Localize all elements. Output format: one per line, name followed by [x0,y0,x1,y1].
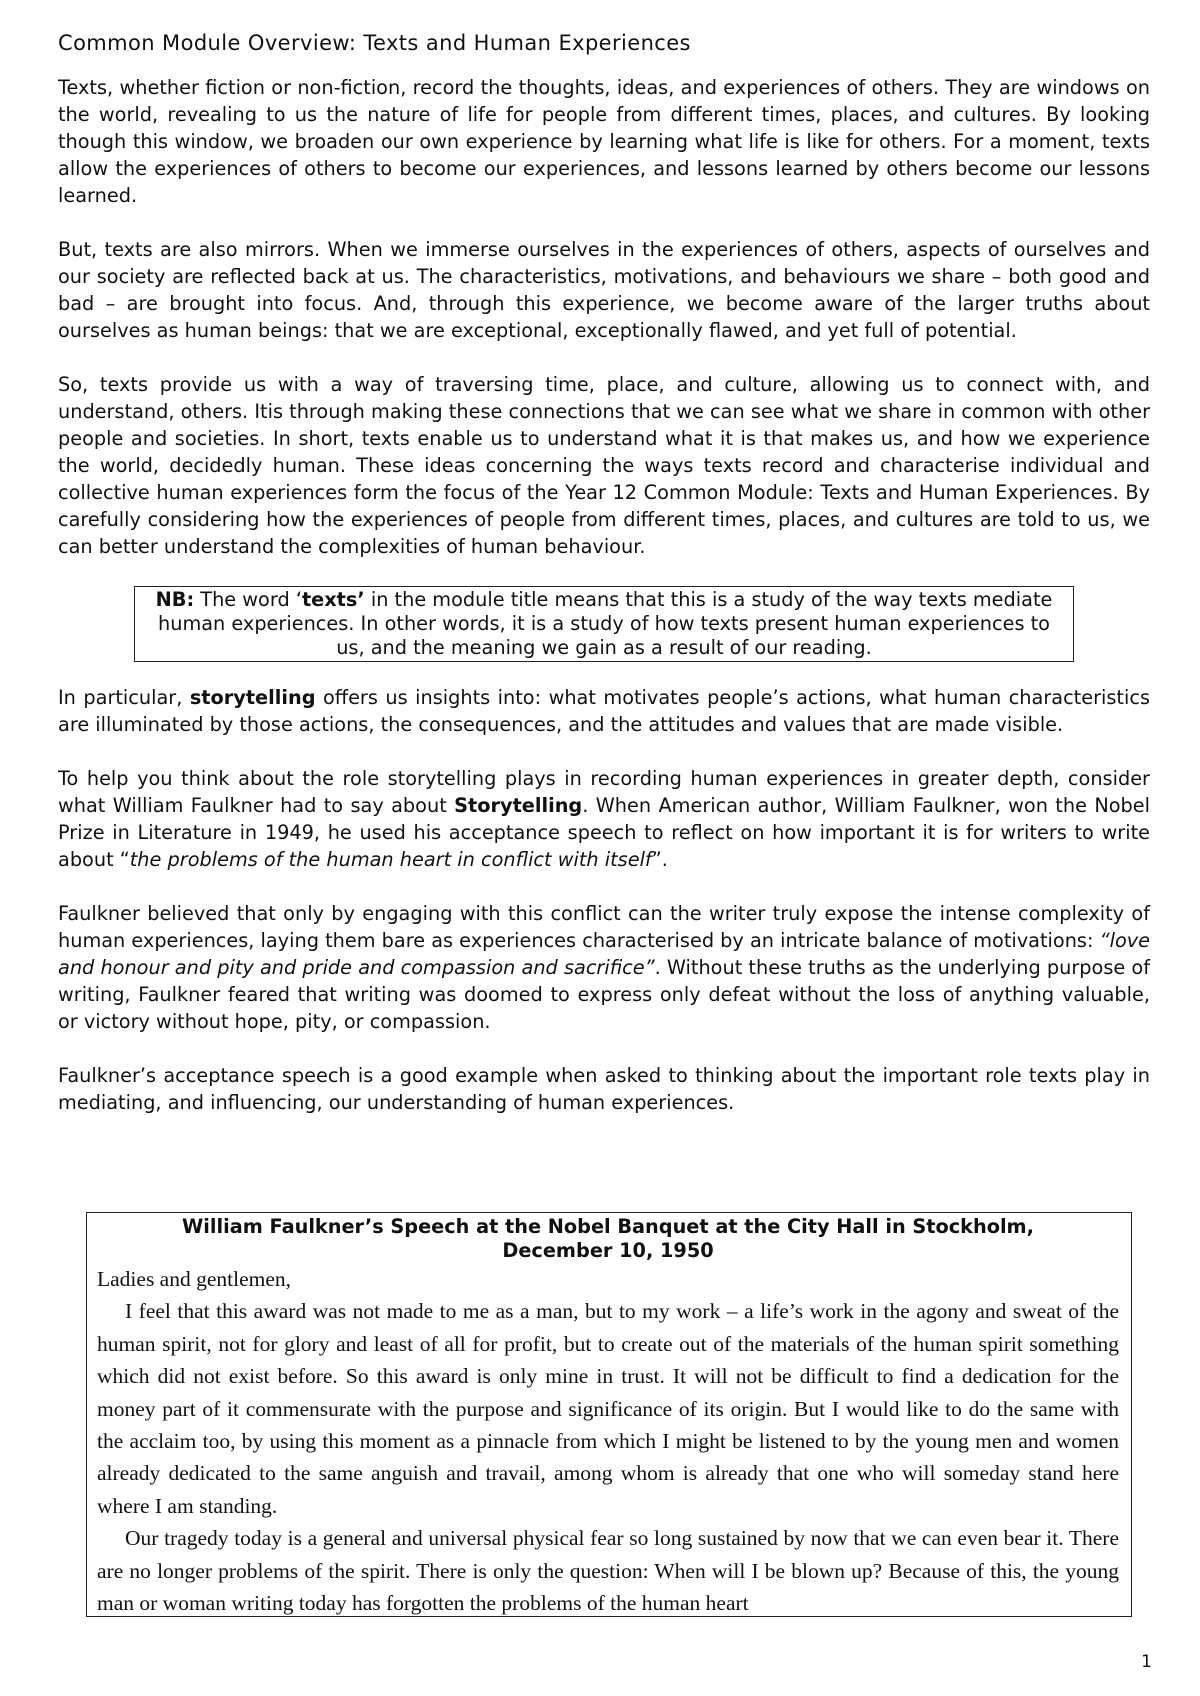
faulkner-quote: the problems of the human heart in conflict with itself [129,848,652,871]
speech-paragraph-1: I feel that this award was not made to me as a man, but to my work – a life’s work in the agony and sweat of the human spirit, not for glory and least of all for profit, but to create out of the materials of the human spirit something which did not exist before. So this award is only mine in trust. It will not be difficult to find a dedication for the money part of it commensurate with the purpose and significance of its origin. But I would like to do the same with the acclaim too, by using this moment as a pinnacle from which I might be listened to by the young men and women already dedicated to the same anguish and travail, among whom is already that one who will someday stand here where I am standing. [97,1299,1119,1518]
page-number: 1 [1141,1652,1152,1672]
storytelling-text-b: offers us insights into: what motivates people’s actions, what human characteristics are illuminated by those actions, the consequences, and the attitudes and values that are made visible. [58,686,1150,736]
faulkner-intro-text-a: To help you think about the role storytelling plays in recording human experiences in greater depth, consider what William Faulkner had to say about [58,767,1150,817]
faulkner-intro-bold: Storytelling [454,794,583,817]
traversing-paragraph: So, texts provide us with a way of traversing time, place, and culture, allowing us to connect with, and understand, others. Itis through making these connections that we can see what we share in common with other people and societies. In short, texts enable us to understand what it is that makes us, and how we experience the world, decidedly human. These ideas concerning the ways texts record and characterise individual and collective human experiences form the focus of the Year 12 Common Module: Texts and Human Experiences. By carefully considering how the experiences of people from different times, places, and cultures are told to us, we can better understand the complexities of human behaviour. [58,373,1150,558]
mirrors-paragraph: But, texts are also mirrors. When we immerse ourselves in the experiences of others, aspects of ourselves and our society are reflected back at us. The characteristics, motivations, and behaviours we share – both good and bad – are brought into focus. And, through this experience, we become aware of the larger truths about ourselves as human beings: that we are exceptional, exceptionally flawed, and yet full of potential. [58,238,1150,342]
nb-text-a: The word ‘ [194,588,302,611]
storytelling-bold: storytelling [189,686,316,709]
acceptance-speech-paragraph: Faulkner’s acceptance speech is a good example when asked to thinking about the important role texts play in mediating, and influencing, our understanding of human experiences. [58,1064,1150,1114]
speech-paragraph-2: Our tragedy today is a general and universal physical fear so long sustained by now that we can even bear it. There are no longer problems of the spirit. There is only the question: When will I be blown up? Because of this, the young man or woman writing today has forgotten the problems of the human heart [97,1526,1119,1616]
speech-body [97,1263,1119,1617]
nb-bold-word: texts’ [301,588,365,611]
faulkner-belief-text-a: Faulkner believed that only by engaging with this conflict can the writer truly expose the intense complexity of human experiences, laying them bare as experiences characterised by an intricate balance of motivations: [58,902,1150,952]
nb-label: NB: [155,588,195,611]
storytelling-text-a: In particular, [58,686,190,709]
storytelling-paragraph [58,684,1150,738]
speech-title-line-2: December 10, 1950 [502,1239,714,1262]
faulkner-belief-text-b: . Without these truths as the underlying purpose of writing, Faulkner feared that writing was doomed to express only defeat without the loss of anything valuable, or victory without hope, pity, or compassion. [58,956,1150,1033]
speech-box [86,1212,1132,1617]
document-title: Common Module Overview: Texts and Human Experiences [58,31,691,55]
faulkner-belief-quote: “love and honour and pity and pride and compassion and sacrifice” [58,929,1151,979]
document-page [58,28,1150,1143]
faulkner-intro-paragraph [58,765,1150,873]
faulkner-belief-paragraph [58,900,1150,1035]
speech-title [97,1215,1119,1263]
speech-title-line-1: William Faulkner’s Speech at the Nobel Banquet at the City Hall in Stockholm, [182,1215,1034,1238]
nb-text-b: in the module title means that this is a study of the way texts mediate human experiences. In other words, it is a study of how texts present human experiences to us, and the meaning we gain as a result of our reading. [158,588,1053,659]
nb-note-box [134,586,1074,662]
faulkner-intro-text-c: ”. [651,848,668,871]
speech-salutation: Ladies and gentlemen, [97,1267,292,1291]
faulkner-intro-text-b: . When American author, William Faulkner, won the Nobel Prize in Literature in 1949, he used his acceptance speech to reflect on how important it is for writers to write about “ [58,794,1150,871]
intro-paragraph: Texts, whether fiction or non-fiction, record the thoughts, ideas, and experiences of others. They are windows on the world, revealing to us the nature of life for people from different times, places, and cultures. By looking though this window, we broaden our own experience by learning what life is like for others. For a moment, texts allow the experiences of others to become our experiences, and lessons learned by others become our lessons learned. [58,76,1150,207]
